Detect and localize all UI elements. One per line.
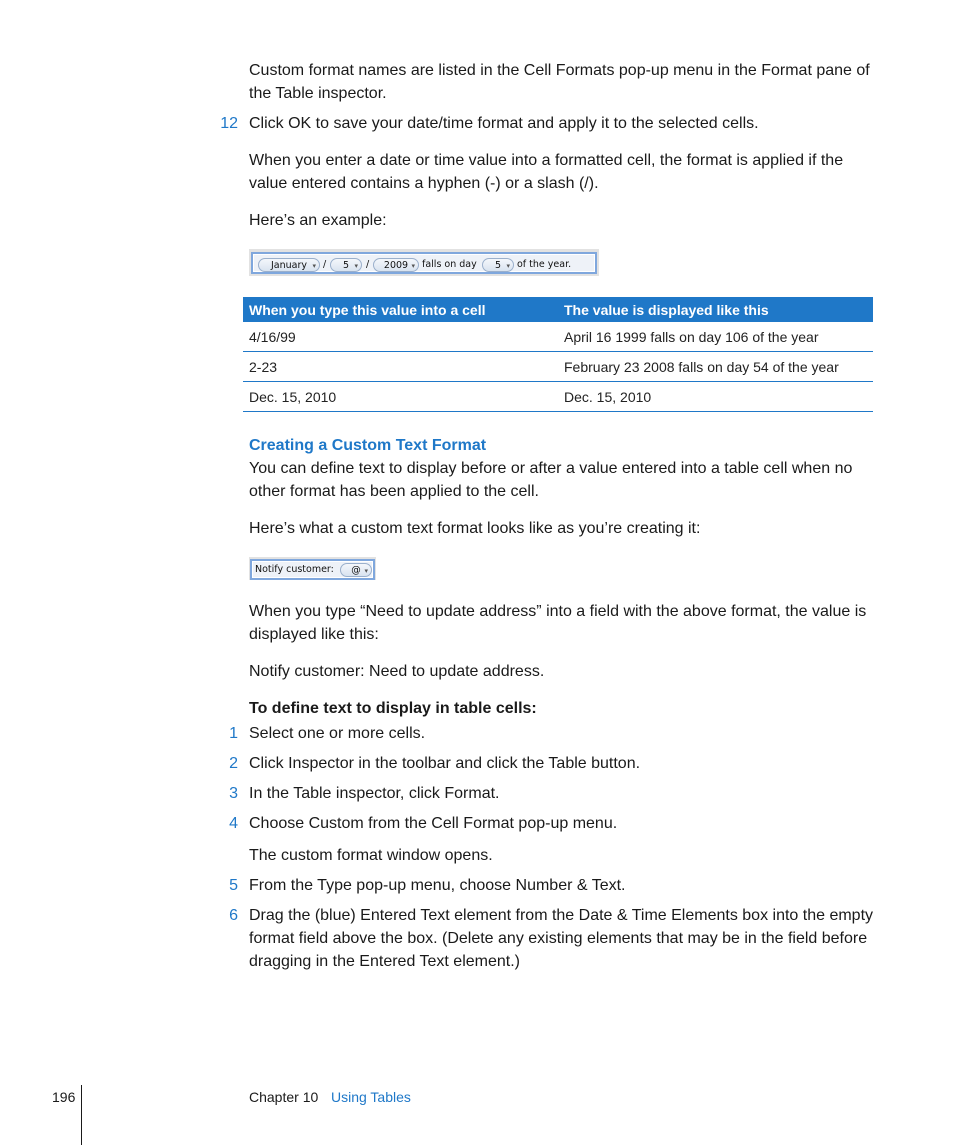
separator-1: / [323,259,327,270]
step-12-text: Click OK to save your date/time format and apply it to the selected cells. [249,115,759,132]
table-row [243,322,873,352]
day-of-year-token-label: 5 [494,260,502,271]
step-number-2: 2 [229,755,238,772]
table-cell-output: Dec. 15, 2010 [558,382,873,412]
day-of-year-token [482,258,514,272]
chevron-down-icon: ▾ [506,262,510,270]
month-token-label: January [270,260,307,271]
table-row [243,352,873,382]
step-4-note: The custom format window opens. [249,847,493,864]
chevron-down-icon: ▾ [411,262,415,270]
text-format-example [250,559,375,580]
table-header-input: When you type this value into a cell [243,297,558,322]
paragraph-custom-text-intro: Here’s what a custom text format looks like as you’re creating it: [249,520,701,537]
step-6-text: Drag the (blue) Entered Text element from the Date & Time Elements box into the empty format field above the box. (Delete any existing elements that may be in the field before dragging in the Entered Text element.) [249,907,874,970]
day-token-label: 5 [342,260,350,271]
table-cell-output: February 23 2008 falls on day 54 of the year [558,352,873,382]
table-cell-input: Dec. 15, 2010 [243,382,558,412]
text-of-the-year: of the year. [517,259,572,270]
table-row [243,382,873,412]
year-token [373,258,419,272]
year-token-label: 2009 [383,260,409,271]
paragraph-example-intro: Here’s an example: [249,212,387,229]
step-number-4: 4 [229,815,238,832]
day-token [330,258,362,272]
section-heading: Creating a Custom Text Format [249,437,487,454]
page-number: 196 [52,1089,76,1105]
chevron-down-icon: ▾ [364,567,368,575]
entered-text-token [340,563,372,577]
month-token [258,258,320,272]
example-table [243,297,873,412]
step-2-text: Click Inspector in the toolbar and click the Table button. [249,755,641,772]
step-number-3: 3 [229,785,238,802]
paragraph-result-example: Notify customer: Need to update address. [249,663,545,680]
step-3-text: In the Table inspector, click Format. [249,785,500,802]
notify-customer-label: Notify customer: [255,564,334,575]
text-falls-on-day: falls on day [422,259,477,270]
table-header-output: The value is displayed like this [558,297,873,322]
step-number-12: 12 [220,115,238,132]
step-1-text: Select one or more cells. [249,725,426,742]
task-heading: To define text to display in table cells: [249,700,537,717]
table-header-row [243,297,873,322]
entered-text-token-label: @ [351,565,361,576]
paragraph-field-example: When you type “Need to update address” into a field with the above format, the value is displayed like this: [249,603,867,643]
table-cell-input: 4/16/99 [243,322,558,352]
footer-divider [81,1085,82,1145]
step-number-6: 6 [229,907,238,924]
paragraph-define-text: You can define text to display before or after a value entered into a table cell when no other format has been applied to the cell. [249,460,853,500]
chevron-down-icon: ▾ [312,262,316,270]
paragraph-cell-formats: Custom format names are listed in the Cell Formats pop-up menu in the Format pane of the Table inspector. [249,62,870,102]
separator-2: / [366,259,370,270]
chapter-title-link[interactable]: Using Tables [331,1089,411,1105]
table-cell-output: April 16 1999 falls on day 106 of the year [558,322,873,352]
step-number-1: 1 [229,725,238,742]
paragraph-format-applied: When you enter a date or time value into a formatted cell, the format is applied if the value entered contains a hyphen (-) or a slash (/). [249,152,844,192]
step-4-text: Choose Custom from the Cell Format pop-up menu. [249,815,618,832]
step-number-5: 5 [229,877,238,894]
table-cell-input: 2-23 [243,352,558,382]
step-5-text: From the Type pop-up menu, choose Number & Text. [249,877,626,894]
date-format-example [251,252,597,274]
chapter-label: Chapter 10 [249,1089,319,1105]
chevron-down-icon: ▾ [354,262,358,270]
